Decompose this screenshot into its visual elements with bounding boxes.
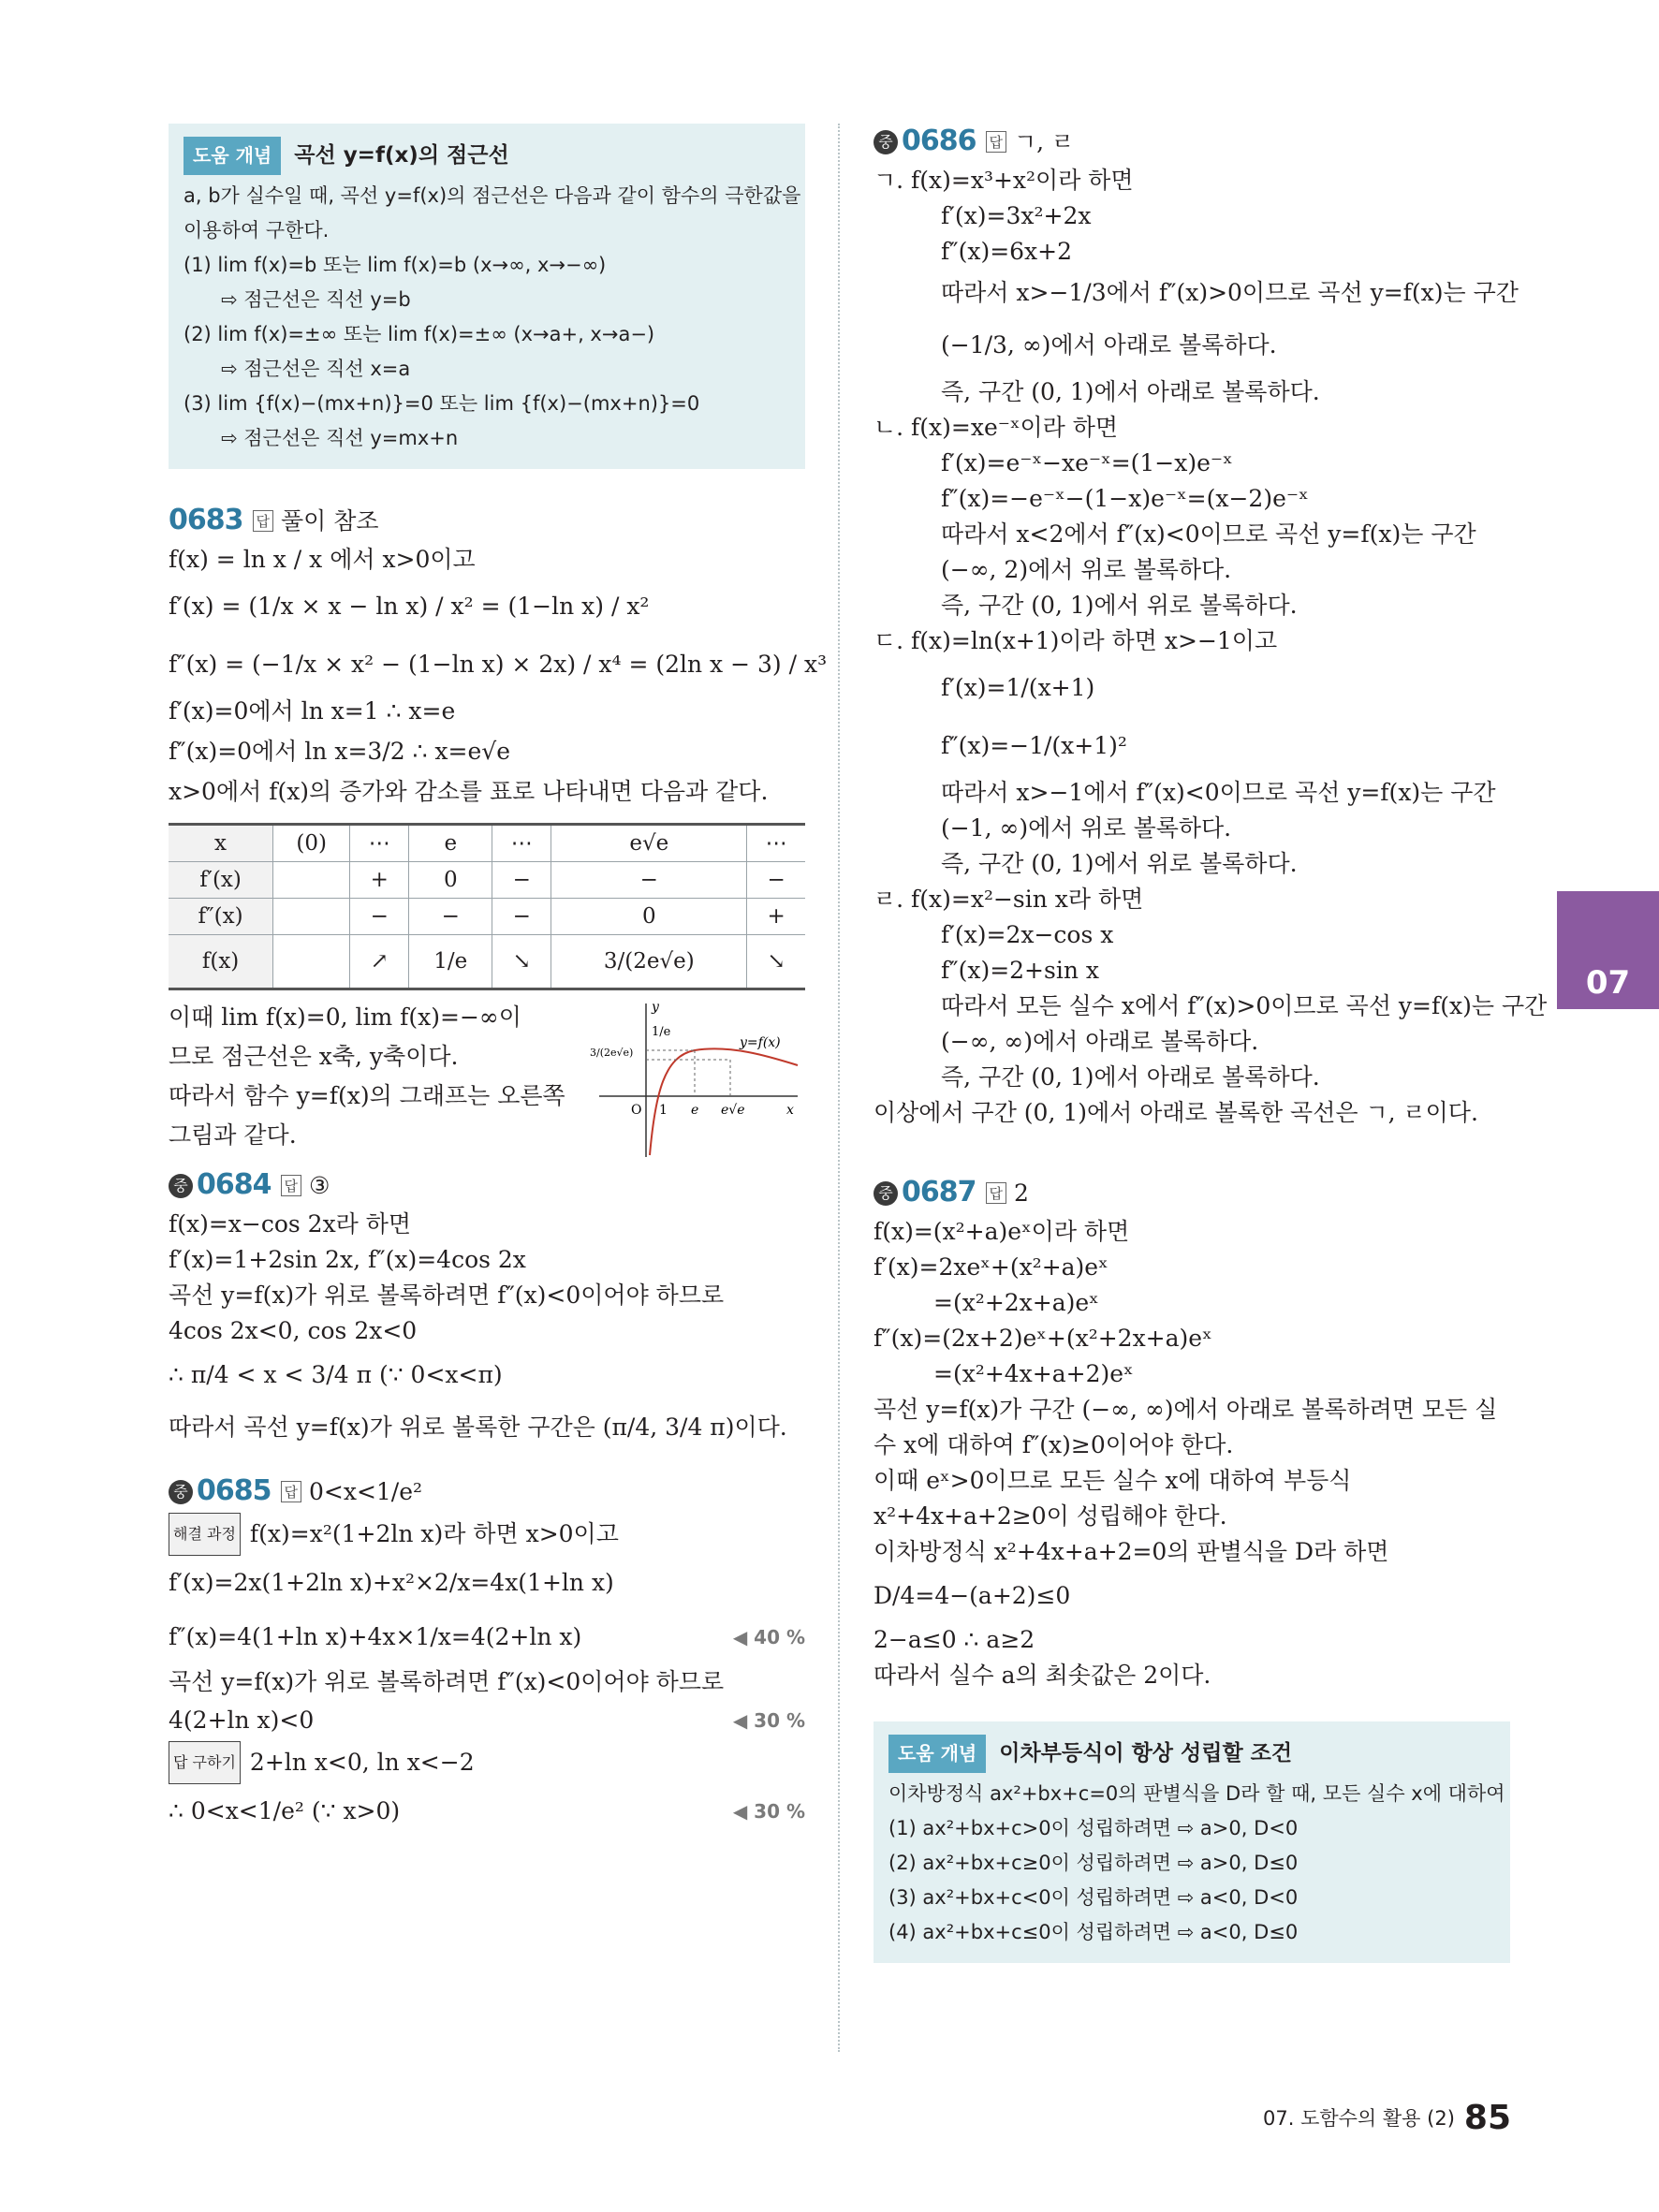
- answer-tag: 답: [281, 1481, 302, 1502]
- solution-line: =(x²+2x+a)eˣ: [933, 1289, 1099, 1316]
- solution-line: 이때 eˣ>0이므로 모든 실수 x에 대하여 부등식: [874, 1467, 1352, 1494]
- solution-line: (−∞, 2)에서 위로 볼록하다.: [941, 556, 1232, 583]
- table-cell: −: [551, 862, 747, 899]
- question-header-0686: [874, 124, 1510, 157]
- solution-line: 따라서 곡선 y=f(x)가 위로 볼록한 구간은 (π/4, 3/4 π)이다.: [169, 1414, 787, 1441]
- solution-line: f″(x)=(2x+2)eˣ+(x²+2x+a)eˣ: [874, 1325, 1212, 1352]
- left-column: [169, 124, 828, 1838]
- concept-tag: 도움 개념: [888, 1735, 986, 1773]
- solution-line: 이상에서 구간 (0, 1)에서 아래로 볼록한 곡선은 ㄱ, ㄹ이다.: [874, 1099, 1478, 1126]
- table-cell: e: [409, 825, 492, 862]
- solution-line: [169, 1610, 805, 1664]
- solution-line: x²+4x+a+2≥0이 성립해야 한다.: [874, 1502, 1227, 1530]
- solution-line: f′(x)=e⁻ˣ−xe⁻ˣ=(1−x)e⁻ˣ: [941, 449, 1233, 476]
- solution-line: [169, 1700, 805, 1741]
- concept-line: 이차방정식 ax²+bx+c=0의 판별식을 D라 할 때, 모든 실수 x에 대하여: [888, 1782, 1505, 1805]
- answer-value: ㄱ, ㄹ: [1014, 128, 1075, 155]
- question-number: 0683: [169, 504, 243, 536]
- solution-line: f′(x)=3x²+2x: [941, 202, 1092, 229]
- solution-line: 이차방정식 x²+4x+a+2=0의 판별식을 D라 하면: [874, 1538, 1389, 1565]
- chapter-tab-label: 07: [1585, 964, 1631, 1002]
- solution-line: 따라서 x<2에서 f″(x)<0이므로 곡선 y=f(x)는 구간: [941, 520, 1476, 548]
- difficulty-mark: 중: [874, 130, 898, 154]
- concept-line: (1) ax²+bx+c>0이 성립하려면 ⇨ a>0, D<0: [888, 1817, 1299, 1839]
- solution-text: 2+ln x<0, ln x<−2: [249, 1749, 475, 1776]
- solution-line: 즉, 구간 (0, 1)에서 위로 볼록하다.: [941, 850, 1298, 877]
- step-tag: 해결 과정: [169, 1513, 241, 1556]
- solution-line: D/4=4−(a+2)≤0: [874, 1582, 1071, 1609]
- solution-line: =(x²+4x+a+2)eˣ: [933, 1360, 1134, 1387]
- table-cell: +: [747, 899, 805, 935]
- table-cell: f″(x): [169, 899, 273, 935]
- table-cell: [273, 862, 350, 899]
- tick-label: O: [631, 1103, 642, 1118]
- question-number: 0684: [197, 1168, 272, 1201]
- solution-text: ∴ 0<x<1/e² (∵ x>0): [169, 1797, 401, 1824]
- solution-line: ㄱ. f(x)=x³+x²이라 하면: [874, 167, 1134, 194]
- solution-line: 4cos 2x<0, cos 2x<0: [169, 1317, 418, 1344]
- solution-line: 그림과 같다.: [169, 1121, 297, 1149]
- question-number: 0686: [902, 125, 976, 157]
- difficulty-mark: 중: [169, 1174, 193, 1198]
- answer-tag: 답: [281, 1175, 302, 1196]
- concept-title: 이차부등식이 항상 성립할 조건: [999, 1741, 1293, 1765]
- function-graph: [590, 998, 805, 1157]
- question-number: 0685: [197, 1474, 272, 1507]
- question-header-0685: [169, 1474, 805, 1507]
- table-cell: f′(x): [169, 862, 273, 899]
- solution-line: f″(x)=6x+2: [941, 238, 1073, 265]
- solution-line: f″(x)=−1/(x+1)²: [941, 732, 1127, 759]
- table-cell: f(x): [169, 935, 273, 989]
- tick-label: 1: [659, 1103, 668, 1118]
- answer-value: 2: [1014, 1179, 1029, 1207]
- table-cell: 1/e: [409, 935, 492, 989]
- solution-line: f(x)=(x²+a)eˣ이라 하면: [874, 1218, 1130, 1245]
- solution-line: 따라서 모든 실수 x에서 f″(x)>0이므로 곡선 y=f(x)는 구간: [941, 992, 1548, 1019]
- solution-line: 즉, 구간 (0, 1)에서 아래로 볼록하다.: [941, 378, 1320, 405]
- concept-line: (3) ax²+bx+c<0이 성립하려면 ⇨ a<0, D<0: [888, 1886, 1299, 1909]
- solution-line: 므로 점근선은 x축, y축이다.: [169, 1043, 459, 1070]
- table-cell: −: [747, 862, 805, 899]
- solution-text: f(x)=x²(1+2ln x)라 하면 x>0이고: [249, 1520, 619, 1547]
- table-cell: 0: [551, 899, 747, 935]
- table-cell: 3/(2e√e): [551, 935, 747, 989]
- concept-line: a, b가 실수일 때, 곡선 y=f(x)의 점근선은 다음과 같이 함수의 극한값을: [184, 184, 801, 207]
- solution-line: 2−a≤0 ∴ a≥2: [874, 1626, 1035, 1653]
- solution-line: f″(x)=−e⁻ˣ−(1−x)e⁻ˣ=(x−2)e⁻ˣ: [941, 485, 1309, 512]
- solution-line: ㄹ. f(x)=x²−sin x라 하면: [874, 886, 1144, 913]
- table-cell: x: [169, 825, 273, 862]
- table-cell: −: [492, 862, 551, 899]
- page-footer: [1263, 2099, 1511, 2137]
- solution-line: (−∞, ∞)에서 아래로 볼록하다.: [941, 1028, 1259, 1055]
- solution-text: f″(x)=4(1+ln x)+4x×1/x=4(2+ln x): [169, 1623, 582, 1650]
- solution-line: f′(x)=0에서 ln x=1 ∴ x=e: [169, 697, 456, 725]
- table-cell: ⋯: [747, 825, 805, 862]
- table-cell: ⋯: [350, 825, 409, 862]
- concept-line: ⇨ 점근선은 직선 x=a: [221, 358, 411, 380]
- answer-value: 0<x<1/e²: [309, 1478, 423, 1505]
- graph-label: 1/e: [652, 1025, 671, 1039]
- question-header-0687: [874, 1176, 1510, 1209]
- solution-line: f′(x)=2x−cos x: [941, 921, 1114, 948]
- graph-section: [169, 998, 805, 1157]
- question-header-0684: [169, 1168, 805, 1201]
- solution-line: 곡선 y=f(x)가 위로 볼록하려면 f″(x)<0이어야 하므로: [169, 1668, 725, 1695]
- score-percent: ◀ 40 %: [732, 1626, 805, 1648]
- step-tag: 답 구하기: [169, 1741, 241, 1784]
- solution-line: f′(x) = (1/x × x − ln x) / x² = (1−ln x) / x²: [169, 593, 650, 620]
- solution-line: 따라서 실수 a의 최솟값은 2이다.: [874, 1662, 1211, 1689]
- table-cell: −: [409, 899, 492, 935]
- concept-line: (2) lim f(x)=±∞ 또는 lim f(x)=±∞ (x→a+, x→a−): [184, 323, 655, 345]
- concept-box-inequality: [874, 1721, 1510, 1963]
- solution-line: f(x) = ln x / x 에서 x>0이고: [169, 546, 476, 573]
- solution-line: 따라서 x>−1/3에서 f″(x)>0이므로 곡선 y=f(x)는 구간: [941, 279, 1519, 306]
- concept-line: 이용하여 구한다.: [184, 219, 330, 242]
- footer-chapter: 07. 도함수의 활용 (2): [1263, 2107, 1455, 2130]
- solution-line: f′(x)=2x(1+2ln x)+x²×2/x=4x(1+ln x): [169, 1569, 614, 1596]
- tick-label: e√e: [721, 1103, 745, 1118]
- solution-line: ㄴ. f(x)=xe⁻ˣ이라 하면: [874, 414, 1119, 441]
- concept-box-asymptote: [169, 124, 805, 469]
- question-header-0683: [169, 503, 805, 536]
- solution-line: f″(x) = (−1/x × x² − (1−ln x) × 2x) / x⁴ = (2ln x − 3) / x³: [169, 651, 828, 678]
- concept-line: (3) lim {f(x)−(mx+n)}=0 또는 lim {f(x)−(mx+n)}=0: [184, 392, 700, 415]
- variation-table: [169, 823, 805, 990]
- concept-title: 곡선 y=f(x)의 점근선: [294, 143, 509, 168]
- graph-label: 3/(2e√e): [590, 1047, 634, 1059]
- solution-line: [169, 1784, 805, 1838]
- tick-label: e: [691, 1103, 699, 1118]
- solution-line: 따라서 함수 y=f(x)의 그래프는 오른쪽: [169, 1082, 565, 1109]
- question-number: 0687: [902, 1176, 976, 1209]
- answer-tag: 답: [253, 510, 274, 532]
- table-cell: e√e: [551, 825, 747, 862]
- chapter-tab: [1557, 891, 1659, 1009]
- table-cell: ↘: [492, 935, 551, 989]
- solution-line: (−1/3, ∞)에서 아래로 볼록하다.: [941, 331, 1277, 359]
- solution-line: f′(x)=2xeˣ+(x²+a)eˣ: [874, 1253, 1108, 1281]
- table-cell: [273, 935, 350, 989]
- table-cell: (0): [273, 825, 350, 862]
- table-cell: −: [492, 899, 551, 935]
- table-cell: [273, 899, 350, 935]
- solution-line: 따라서 x>−1에서 f″(x)<0이므로 곡선 y=f(x)는 구간: [941, 779, 1496, 806]
- solution-line: ㄷ. f(x)=ln(x+1)이라 하면 x>−1이고: [874, 627, 1278, 654]
- solution-line: 이때 lim f(x)=0, lim f(x)=−∞이: [169, 1003, 521, 1031]
- solution-line: f′(x)=1/(x+1): [941, 674, 1095, 701]
- concept-line: ⇨ 점근선은 직선 y=mx+n: [221, 427, 459, 449]
- solution-line: 즉, 구간 (0, 1)에서 아래로 볼록하다.: [941, 1063, 1320, 1091]
- concept-line: (2) ax²+bx+c≥0이 성립하려면 ⇨ a>0, D≤0: [888, 1852, 1299, 1874]
- page-number: 85: [1463, 2099, 1511, 2137]
- answer-tag: 답: [986, 131, 1007, 153]
- difficulty-mark: 중: [874, 1181, 898, 1206]
- solution-line: f″(x)=2+sin x: [941, 957, 1099, 984]
- solution-line: [169, 1513, 805, 1556]
- score-percent: ◀ 30 %: [732, 1800, 805, 1823]
- solution-line: f′(x)=1+2sin 2x, f″(x)=4cos 2x: [169, 1246, 526, 1273]
- table-row: [169, 862, 805, 899]
- solution-line: f(x)=x−cos 2x라 하면: [169, 1210, 412, 1238]
- tick-label: x: [786, 1103, 794, 1118]
- solution-text: 4(2+ln x)<0: [169, 1707, 315, 1734]
- solution-line: x>0에서 f(x)의 증가와 감소를 표로 나타내면 다음과 같다.: [169, 778, 769, 805]
- solution-line: 곡선 y=f(x)가 구간 (−∞, ∞)에서 아래로 볼록하려면 모든 실: [874, 1396, 1498, 1423]
- table-cell: −: [350, 899, 409, 935]
- table-cell: 0: [409, 862, 492, 899]
- concept-line: (4) ax²+bx+c≤0이 성립하려면 ⇨ a<0, D≤0: [888, 1921, 1299, 1943]
- solution-line: 수 x에 대하여 f″(x)≥0이어야 한다.: [874, 1431, 1234, 1458]
- difficulty-mark: 중: [169, 1480, 193, 1504]
- table-cell: ⋯: [492, 825, 551, 862]
- table-row: [169, 899, 805, 935]
- solution-line: 즉, 구간 (0, 1)에서 위로 볼록하다.: [941, 592, 1298, 619]
- table-row: [169, 935, 805, 989]
- concept-tag: 도움 개념: [184, 137, 281, 175]
- answer-value: ③: [309, 1172, 330, 1199]
- axis-label: y: [652, 1000, 659, 1015]
- solution-line: (−1, ∞)에서 위로 볼록하다.: [941, 814, 1232, 842]
- graph-label: y=f(x): [740, 1035, 781, 1050]
- column-divider: [838, 124, 840, 2052]
- concept-line: ⇨ 점근선은 직선 y=b: [221, 288, 411, 311]
- table-cell: ↗: [350, 935, 409, 989]
- solution-line: ∴ π/4 < x < 3/4 π (∵ 0<x<π): [169, 1361, 503, 1388]
- answer-tag: 답: [986, 1182, 1007, 1204]
- right-column: [874, 124, 1548, 1963]
- table-cell: ↘: [747, 935, 805, 989]
- concept-line: (1) lim f(x)=b 또는 lim f(x)=b (x→∞, x→−∞): [184, 254, 607, 276]
- solution-line: [169, 1741, 805, 1784]
- score-percent: ◀ 30 %: [732, 1709, 805, 1732]
- table-cell: +: [350, 862, 409, 899]
- solution-line: f″(x)=0에서 ln x=3/2 ∴ x=e√e: [169, 738, 510, 765]
- answer-value: 풀이 참조: [281, 507, 379, 535]
- solution-line: 곡선 y=f(x)가 위로 볼록하려면 f″(x)<0이어야 하므로: [169, 1282, 725, 1309]
- table-row: [169, 825, 805, 862]
